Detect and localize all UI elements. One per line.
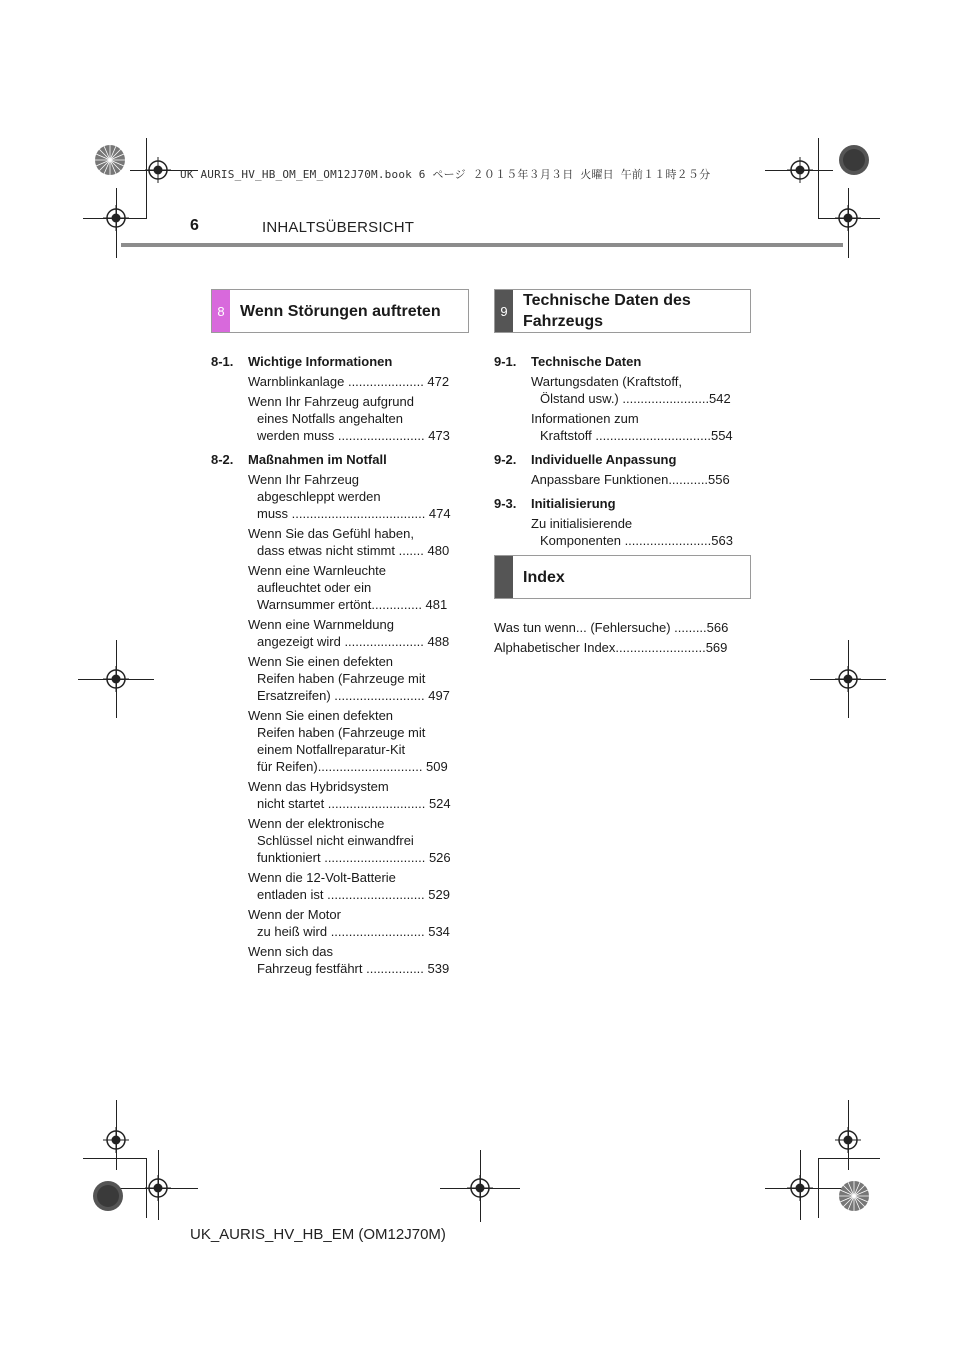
toc-entry-line: Wenn Sie das Gefühl haben, — [248, 526, 414, 541]
registration-target-icon — [835, 666, 861, 692]
chapter-heading — [494, 451, 756, 468]
toc-entry[interactable] — [248, 471, 473, 522]
toc-entry-line: Schlüssel nicht einwandfrei — [257, 833, 414, 848]
toc-entry-line: Fahrzeug festfährt ................ 539 — [257, 961, 450, 976]
registration-target-icon — [103, 1127, 129, 1153]
chapter-number: 9-1. — [494, 354, 517, 369]
running-title: INHALTSÜBERSICHT — [262, 219, 415, 236]
toc-entry-line: nicht startet ........................... 524 — [257, 796, 451, 811]
section-8-toc — [211, 353, 473, 977]
toc-entry-line: funktioniert ............................ 526 — [257, 850, 451, 865]
chapter-heading — [494, 495, 756, 512]
toc-entry[interactable] — [531, 410, 756, 444]
toc-entry-line: für Reifen)............................. 509 — [257, 759, 448, 774]
toc-entry-line: Ersatzreifen) ......................... 497 — [257, 688, 450, 703]
toc-entry[interactable]: Alphabetischer Index.........................569 — [494, 640, 728, 655]
registration-target-icon — [787, 157, 813, 183]
toc-entry-line: Warnsummer ertönt.............. 481 — [257, 597, 448, 612]
section-9-tab: 9 — [495, 290, 513, 332]
header-rule — [121, 243, 843, 247]
registration-target-icon — [787, 1175, 813, 1201]
starburst-rosette-icon — [94, 144, 126, 176]
chapter-title: Individuelle Anpassung — [531, 452, 677, 467]
chapter-title: Maßnahmen im Notfall — [248, 452, 387, 467]
registration-target-icon — [467, 1175, 493, 1201]
toc-entry-line: Anpassbare Funktionen...........556 — [531, 472, 730, 487]
toc-entry-line: Kraftstoff ................................554 — [540, 428, 733, 443]
index-title: Index — [523, 568, 565, 586]
toc-entry-line: eines Notfalls angehalten — [257, 411, 403, 426]
toc-entry-line: angezeigt wird ...................... 488 — [257, 634, 450, 649]
toc-entry-line: zu heiß wird .......................... 534 — [257, 924, 450, 939]
chapter-heading — [494, 353, 756, 370]
toc-entry-line: entladen ist ........................... 529 — [257, 887, 450, 902]
toc-entry-line: Wenn sich das — [248, 944, 334, 959]
registration-target-icon — [835, 205, 861, 231]
registration-target-icon — [835, 1127, 861, 1153]
toc-entry-line: Warnblinkanlage ..................... 472 — [248, 374, 450, 389]
toc-entry-line: Wenn eine Warnmeldung — [248, 617, 394, 632]
toc-entry[interactable] — [248, 906, 473, 940]
toc-entry-line: aufleuchtet oder ein — [257, 580, 372, 595]
toc-entry[interactable] — [531, 373, 756, 407]
chapter-number: 8-1. — [211, 354, 234, 369]
registration-target-icon — [103, 666, 129, 692]
toc-entry-line: Wenn Sie einen defekten — [248, 654, 394, 669]
toc-entry-line: Ölstand usw.) ........................542 — [540, 391, 731, 406]
toc-entry-line: Reifen haben (Fahrzeuge mit — [257, 671, 426, 686]
section-9-title-line: Fahrzeugs — [523, 313, 604, 330]
section-8-title: Wenn Störungen auftreten — [240, 302, 441, 320]
toc-entry-line: abgeschleppt werden — [257, 489, 381, 504]
toc-entry[interactable] — [248, 562, 473, 613]
toc-entry-line: dass etwas nicht stimmt ....... 480 — [257, 543, 450, 558]
toc-entry-line: Zu initialisierende — [531, 516, 633, 531]
toc-entry-line: Wenn der elektronische — [248, 816, 385, 831]
toc-entry-line: Wenn Ihr Fahrzeug — [248, 472, 360, 487]
toc-entry-line: Wenn eine Warnleuchte — [248, 563, 387, 578]
toc-entry[interactable] — [531, 471, 756, 488]
toc-entry-line: Wenn der Motor — [248, 907, 341, 922]
toc-entry[interactable] — [248, 869, 473, 903]
toc-entry-line: Wartungsdaten (Kraftstoff, — [531, 374, 683, 389]
toc-entry-line: Informationen zum — [531, 411, 639, 426]
gray-patch-icon — [92, 1180, 124, 1212]
section-8-header — [211, 289, 469, 333]
index-toc — [494, 616, 756, 656]
toc-entry-line: Wenn Sie einen defekten — [248, 708, 394, 723]
registration-target-icon — [145, 157, 171, 183]
chapter-number: 8-2. — [211, 452, 234, 467]
chapter-heading — [211, 451, 473, 468]
chapter-number: 9-3. — [494, 496, 517, 511]
toc-entry[interactable] — [248, 373, 473, 390]
chapter-title: Initialisierung — [531, 496, 616, 511]
section-9-title-line: Technische Daten des — [523, 292, 691, 309]
toc-entry[interactable] — [248, 393, 473, 444]
toc-entry[interactable] — [248, 653, 473, 704]
toc-entry[interactable] — [248, 943, 473, 977]
toc-entry[interactable] — [531, 515, 756, 549]
page-number: 6 — [190, 217, 199, 234]
chapter-title: Technische Daten — [531, 354, 642, 369]
toc-entry-line: Reifen haben (Fahrzeuge mit — [257, 725, 426, 740]
gray-patch-icon — [838, 144, 870, 176]
toc-entry[interactable] — [248, 815, 473, 866]
toc-entry-line: einem Notfallreparatur-Kit — [257, 742, 406, 757]
toc-entry-line: Wenn Ihr Fahrzeug aufgrund — [248, 394, 414, 409]
section-8-tab: 8 — [212, 290, 230, 332]
toc-entry-line: Wenn die 12-Volt-Batterie — [248, 870, 396, 885]
footer-doc-code: UK_AURIS_HV_HB_EM (OM12J70M) — [190, 1226, 446, 1243]
section-9-header — [494, 289, 751, 333]
toc-entry[interactable] — [248, 778, 473, 812]
toc-entry[interactable]: Was tun wenn... (Fehlersuche) .........566 — [494, 620, 729, 635]
toc-entry-line: werden muss ........................ 473 — [257, 428, 450, 443]
chapter-title: Wichtige Informationen — [248, 354, 393, 369]
section-9-toc — [494, 353, 756, 549]
toc-entry[interactable] — [248, 707, 473, 775]
registration-target-icon — [145, 1175, 171, 1201]
section-9-title — [513, 290, 691, 332]
toc-entry-line: muss ..................................... 474 — [257, 506, 451, 521]
print-slug: UK AURIS_HV_HB_OM_EM_OM12J70M.book 6 ページ ２０１５年３月３日 火曜日 午前１１時２５分 — [180, 168, 711, 181]
toc-entry-line: Wenn das Hybridsystem — [248, 779, 389, 794]
index-tab — [495, 556, 513, 598]
index-header — [494, 555, 751, 599]
toc-entry[interactable] — [248, 525, 473, 559]
starburst-rosette-icon — [838, 1180, 870, 1212]
chapter-heading — [211, 353, 473, 370]
chapter-number: 9-2. — [494, 452, 517, 467]
toc-entry-line: Komponenten ........................563 — [540, 533, 733, 548]
registration-target-icon — [103, 205, 129, 231]
toc-entry[interactable] — [248, 616, 473, 650]
